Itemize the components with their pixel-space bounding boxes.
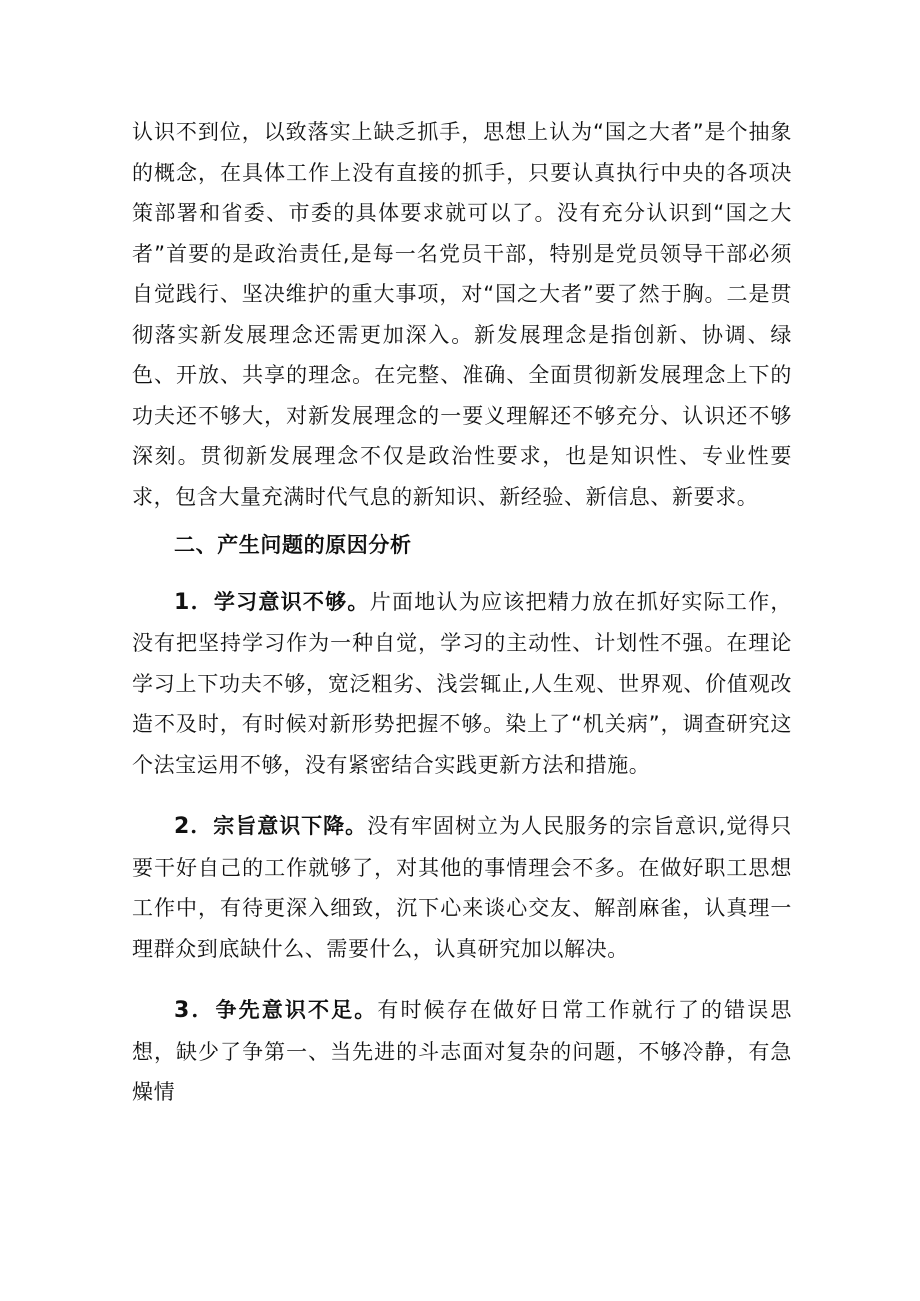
item-body: 有时候存在做好日常工作就行了的错误思想，缺少了争第一、当先进的斗志面对复杂的问题，不够冷静，有急燥情 <box>132 998 792 1104</box>
item-body: 片面地认为应该把精力放在抓好实际工作，没有把坚持学习作为一种自觉，学习的主动性、计划性不强。在理论学习上下功夫不够，宽泛粗劣、浅尝辄止,人生观、世界观、价值观改造不及时，有时候对新形势把握不够。染上了“机关病”，调查研究这个法宝运用不够，没有紧密结合实践更新方法和措施。 <box>132 589 793 777</box>
item-number: 1． <box>174 589 214 615</box>
continuation-paragraph: 认识不到位，以致落实上缺乏抓手，思想上认为“国之大者”是个抽象的概念，在具体工作上没有直接的抓手，只要认真执行中央的各项决策部署和省委、市委的具体要求就可以了。没有充分认识到“国之大者”首要的是政治责任,是每一名党员干部，特别是党员领导干部必须自觉践行、坚决维护的重大事项，对“国之大者”要了然于胸。二是贯彻落实新发展理念还需更加深入。新发展理念是指创新、协调、绿色、开放、共享的理念。在完整、准确、全面贯彻新发展理念上下的功夫还不够大，对新发展理念的一要义理解还不够充分、认识还不够深刻。贯彻新发展理念不仅是政治性要求，也是知识性、专业性要求，包含大量充满时代气息的新知识、新经验、新信息、新要求。 <box>132 120 792 509</box>
item-number: 2． <box>174 814 214 839</box>
section-heading: 二、产生问题的原因分析 <box>174 533 412 557</box>
cause-item-3 <box>132 990 792 1113</box>
item-number: 3． <box>174 998 216 1023</box>
cause-item-2 <box>132 806 792 969</box>
cause-item-1 <box>132 582 792 786</box>
item-title: 争先意识不足。 <box>215 998 378 1022</box>
item-body: 没有牢固树立为人民服务的宗旨意识,觉得只要干好自己的工作就够了，对其他的事情理会不多。在做好职工思想工作中，有待更深入细致，沉下心来谈心交友、解剖麻雀，认真理一理群众到底缺什么、需要什么，认真研究加以解决。 <box>132 814 792 961</box>
document-body <box>132 112 792 1134</box>
item-title: 学习意识不够。 <box>213 589 370 614</box>
item-title: 宗旨意识下降。 <box>213 814 368 838</box>
